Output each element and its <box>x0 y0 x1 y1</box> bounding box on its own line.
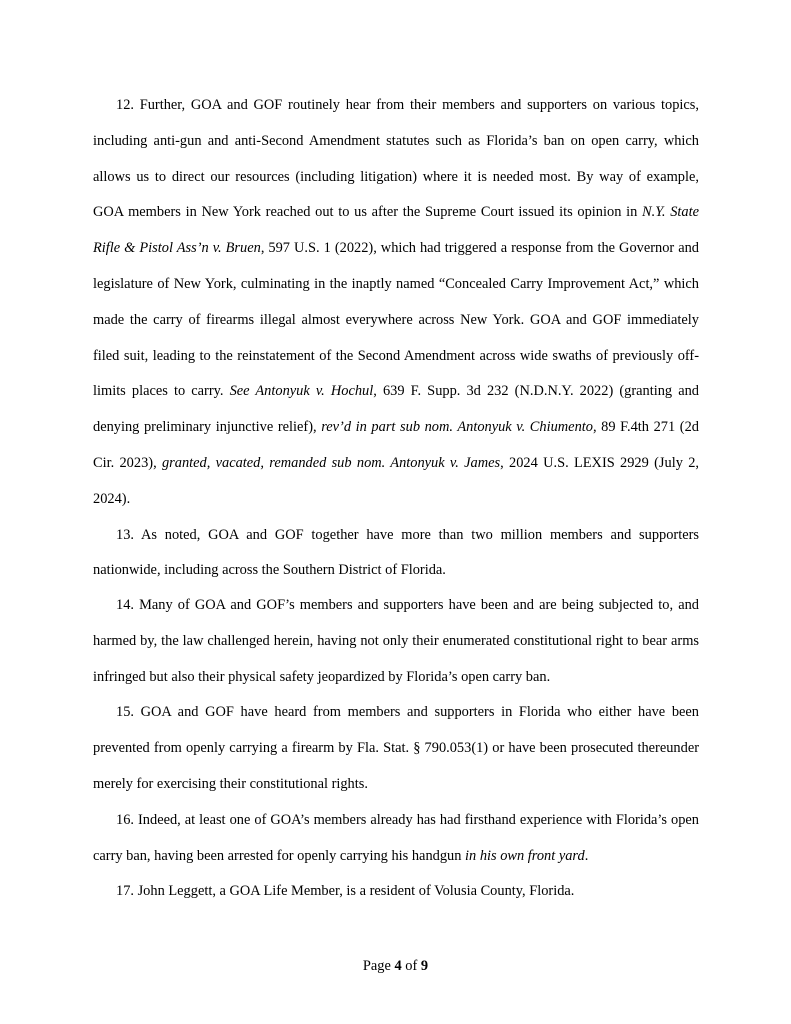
paragraph-14 <box>93 588 699 695</box>
page-of-word: of <box>405 958 418 974</box>
paragraph-text: , 639 F. Supp. 3d 232 (N.D.N.Y. 2022) (granting and denying preliminary injunctive relief), <box>93 383 699 436</box>
paragraph-16 <box>93 803 699 875</box>
paragraph-text: , 2024 U.S. LEXIS 2929 (July 2, 2024). <box>93 454 699 507</box>
paragraph-text: 14. Many of GOA and GOF’s members and supporters have been and are being subjected to, and harmed by, the law challenged herein, having not only their enumerated constitutional right to bear arms infringed but also their physical safety jeopardized by Florida’s open carry ban. <box>93 596 699 685</box>
paragraph-12 <box>93 88 699 518</box>
case-citation-james: granted, vacated, remanded sub nom. Antonyuk v. James <box>161 454 501 471</box>
paragraph-text: . <box>584 847 589 864</box>
paragraph-17 <box>93 874 699 910</box>
page-current-number: 4 <box>394 958 402 974</box>
paragraph-text: 16. Indeed, at least one of GOA’s members already has had firsthand experience with Florida’s open carry ban, having been arrested for openly carrying his handgun <box>93 811 699 864</box>
paragraph-text: 12. Further, GOA and GOF routinely hear from their members and supporters on various topics, including anti-gun and anti-Second Amendment statutes such as Florida’s ban on open carry, which allows us to direct our resources (including litigation) where it is needed most. By way of example, GOA members in New York reached out to us after the Supreme Court issued its opinion in <box>93 97 699 221</box>
paragraph-text: 17. John Leggett, a GOA Life Member, is a resident of Volusia County, Florida. <box>116 883 575 900</box>
paragraph-text: , 597 U.S. 1 (2022), which had triggered a response from the Governor and legislature of New York, culminating in the inaptly named “Concealed Carry Improvement Act,” which made the carry of firearms illegal almost everywhere across New York. GOA and GOF immediately filed suit, leading to the reinstatement of the Second Amendment across wide swaths of previously off-limits places to carry. <box>93 240 699 400</box>
emphasis-front-yard: in his own front yard <box>465 847 585 864</box>
page-word: Page <box>362 958 391 974</box>
case-citation-bruen: N.Y. State Rifle & Pistol Ass’n v. Bruen <box>93 204 699 257</box>
page-total-number: 9 <box>420 958 429 974</box>
paragraph-15 <box>93 695 699 802</box>
paragraph-text: 13. As noted, GOA and GOF together have more than two million members and supporters nationwide, including across the Southern District of Florida. <box>93 526 699 578</box>
case-citation-hochul: See Antonyuk v. Hochul <box>229 383 374 400</box>
case-citation-chiumento: rev’d in part sub nom. Antonyuk v. Chiumento <box>321 419 593 436</box>
paragraph-text: , 89 F.4th 271 (2d Cir. 2023), <box>93 419 699 471</box>
paragraph-13 <box>93 518 699 588</box>
document-body <box>93 88 699 910</box>
page-footer <box>0 958 791 975</box>
paragraph-text: 15. GOA and GOF have heard from members and supporters in Florida who either have been prevented from openly carrying a firearm by Fla. Stat. § 790.053(1) or have been prosecuted thereunder merely for exercising their constitutional rights. <box>93 704 699 792</box>
